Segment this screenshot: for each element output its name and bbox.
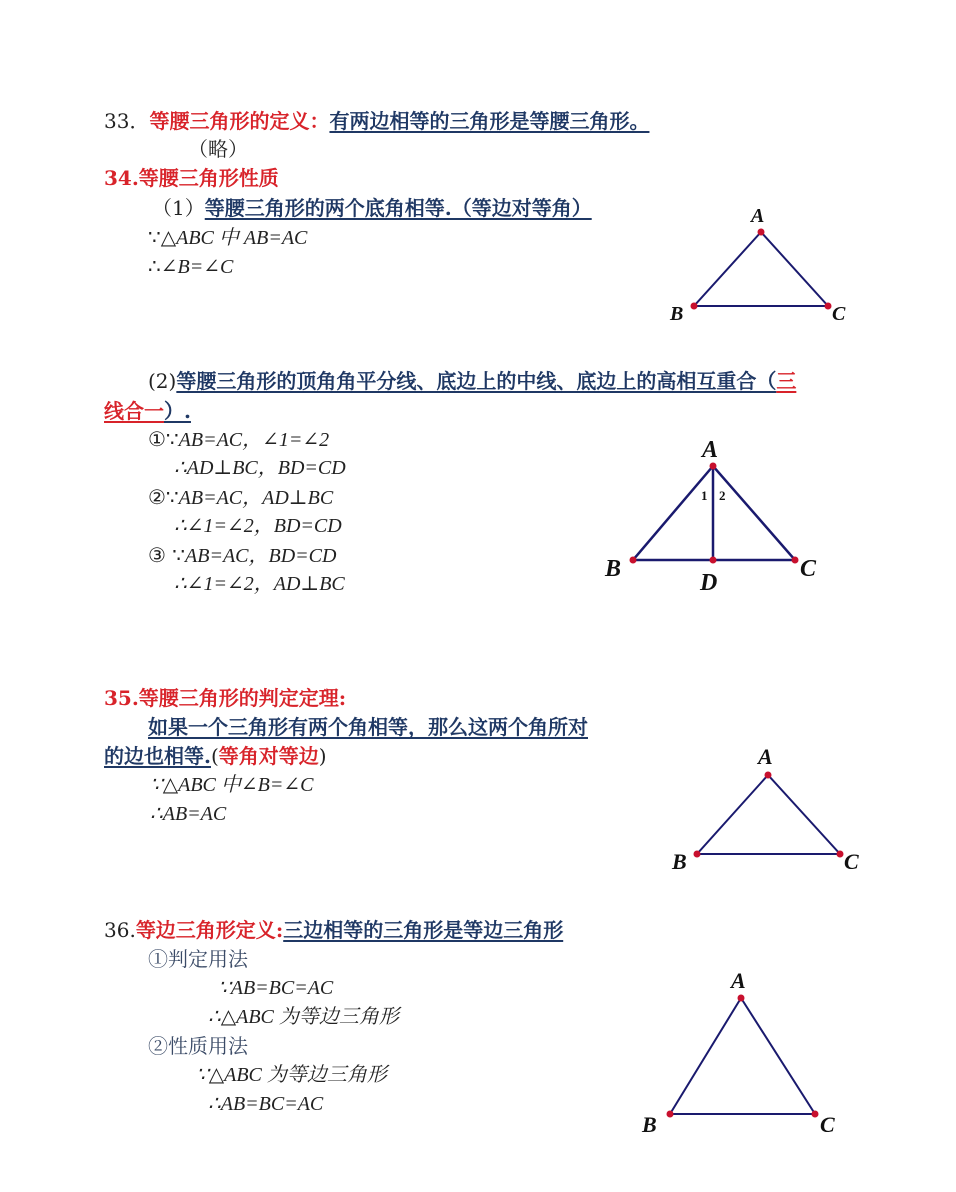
s34-p2-red-a: 三 bbox=[776, 369, 797, 393]
s34-header: 34.等腰三角形性质 bbox=[104, 166, 279, 190]
s36-definition: 三边相等的三角形是等边三角形 bbox=[283, 918, 564, 942]
fig4-label-c: C bbox=[820, 1112, 835, 1137]
fig2-label-d: D bbox=[700, 570, 718, 596]
s35-given: ∵△ABC 中∠B=∠C bbox=[150, 774, 314, 796]
s36-title: 等边三角形定义 bbox=[135, 918, 276, 942]
s36-colon: : bbox=[275, 918, 284, 942]
s35-paren-close: ) bbox=[318, 744, 327, 768]
case2-given: AB=AC，AD⊥BC bbox=[178, 487, 334, 509]
fig1-label-a: A bbox=[751, 205, 765, 227]
s33-title: 等腰三角形的定义 bbox=[149, 109, 310, 133]
fig3-label-a: A bbox=[758, 744, 773, 769]
since-symbol: ∵ bbox=[148, 225, 161, 249]
s34-p2-statement-a: 等腰三角形的顶角角平分线、底边上的中线、底边上的高相互重合（ bbox=[176, 369, 777, 393]
case3-given: AB=AC，BD=CD bbox=[185, 545, 337, 567]
s34-p1-statement: 等腰三角形的两个底角相等.（等边对等角） bbox=[204, 196, 592, 220]
fig4-point-b bbox=[667, 1111, 674, 1118]
fig2-label-c: C bbox=[800, 556, 817, 582]
fig4-point-c bbox=[812, 1111, 819, 1118]
case1-given: AB=AC，∠1=∠2 bbox=[178, 429, 330, 451]
s34-p1-prefix: （1） bbox=[152, 196, 205, 220]
s33-colon: ： bbox=[309, 109, 330, 133]
fig2-angle-2: 2 bbox=[719, 488, 726, 503]
s34-p2-statement-b: ）. bbox=[164, 399, 191, 423]
s35-header: 35.等腰三角形的判定定理: bbox=[104, 686, 347, 710]
fig4-point-a bbox=[738, 995, 745, 1002]
fig1-label-c: C bbox=[832, 303, 846, 325]
fig4-label-b: B bbox=[642, 1112, 657, 1137]
s34-p2-prefix: (2) bbox=[148, 369, 177, 393]
fig4-triangle bbox=[670, 998, 815, 1114]
case2-marker: ②∵ bbox=[148, 485, 179, 509]
s33-number: 33． bbox=[104, 109, 150, 133]
s33-note: （略） bbox=[188, 137, 248, 161]
fig3-label-c: C bbox=[844, 849, 859, 874]
s36-use2-label: ②性质用法 bbox=[148, 1034, 248, 1058]
fig3-label-b: B bbox=[672, 849, 687, 874]
case3-result: ∴∠1=∠2，AD⊥BC bbox=[174, 573, 345, 595]
s33-definition: 有两边相等的三角形是等腰三角形。 bbox=[329, 109, 650, 133]
case3-marker: ③ ∵ bbox=[148, 543, 186, 567]
s35-line1: 如果一个三角形有两个角相等，那么这两个角所对 bbox=[148, 715, 588, 739]
case1-result: ∴AD⊥BC，BD=CD bbox=[174, 457, 346, 479]
s36-use2-result: ∴AB=BC=AC bbox=[208, 1093, 324, 1115]
case2-result: ∴∠1=∠2，BD=CD bbox=[174, 515, 342, 537]
s34-p2-red-b: 线合一 bbox=[104, 399, 164, 423]
s35-red-note: 等角对等边 bbox=[218, 744, 319, 768]
s36-use1-label: ①判定用法 bbox=[148, 947, 248, 971]
fig2-label-b: B bbox=[605, 556, 622, 582]
fig2-angle-1: 1 bbox=[701, 488, 708, 503]
s35-result: ∴AB=AC bbox=[150, 803, 227, 825]
s35-line2: 的边也相等. bbox=[104, 744, 211, 768]
fig2-label-a: A bbox=[702, 437, 719, 463]
s36-use1-given: ∵AB=BC=AC bbox=[218, 977, 334, 999]
therefore-symbol: ∴ bbox=[148, 254, 161, 278]
s36-number: 36. bbox=[104, 918, 136, 942]
s36-use2-given: ∵△ABC 为等边三角形 bbox=[196, 1064, 387, 1086]
fig1-label-b: B bbox=[670, 303, 684, 325]
case1-marker: ①∵ bbox=[148, 427, 179, 451]
s34-p1-result: ∠B=∠C bbox=[160, 256, 234, 278]
s34-p1-given: △ABC 中 AB=AC bbox=[160, 227, 308, 249]
s35-paren-open: ( bbox=[210, 744, 219, 768]
s36-use1-result: ∴△ABC 为等边三角形 bbox=[208, 1006, 399, 1028]
fig4-label-a: A bbox=[731, 968, 746, 993]
